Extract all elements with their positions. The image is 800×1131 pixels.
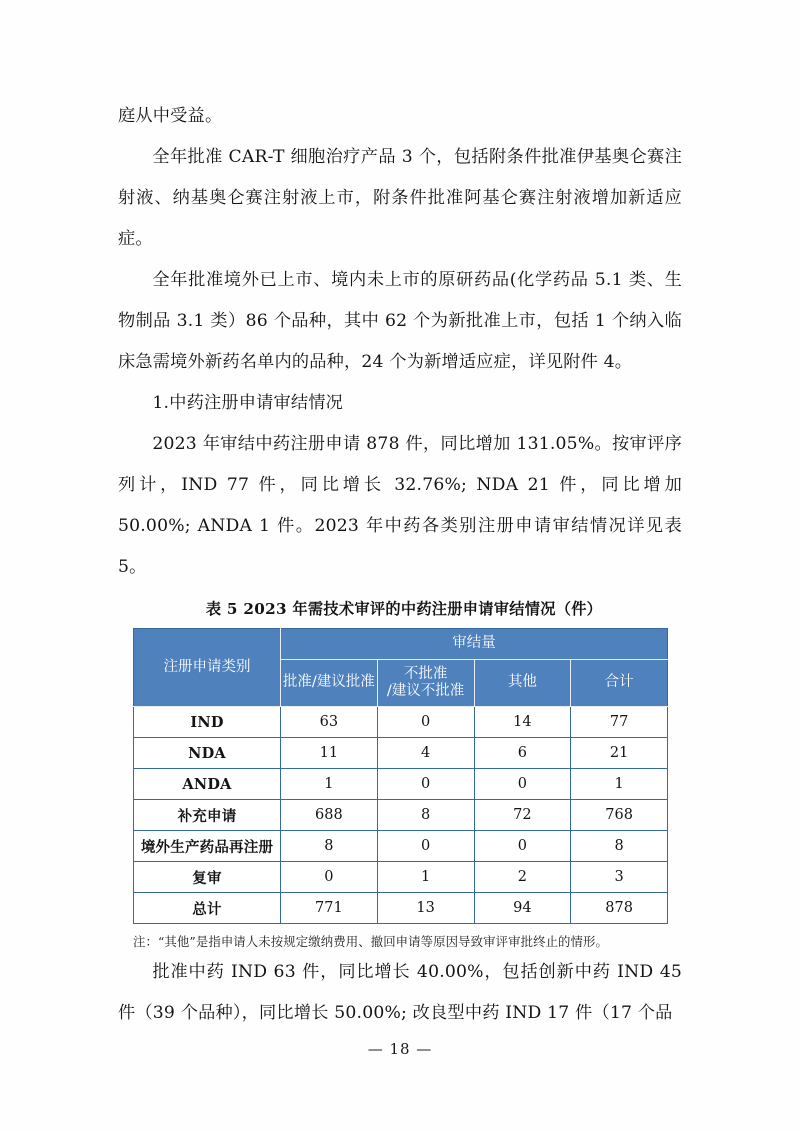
page-number: — 18 —	[367, 1040, 433, 1058]
cell-not-approved: 1	[377, 862, 474, 893]
header-col-other: 其他	[474, 660, 571, 707]
paragraph-1: 庭从中受益。	[118, 106, 223, 126]
cell-approved: 771	[281, 893, 378, 924]
registration-applications-table	[133, 628, 668, 924]
cell-other: 72	[474, 800, 571, 831]
cell-other: 0	[474, 769, 571, 800]
row-label: 补充申请	[134, 800, 281, 831]
paragraph-5: 2023 年审结中药注册申请 878 件，同比增加 131.05%。按审评序列计，IND 77 件，同比增长 32.76%; NDA 21 件，同比增加 50.00%; ANDA 1 件。2023 年中药各类别注册申请审结情况详见表 5。	[118, 434, 682, 577]
table-caption: 表 5 2023 年需技术审评的中药注册申请审结情况（件）	[205, 600, 603, 618]
header-group-total: 审结量	[281, 629, 668, 660]
paragraph-heading-1: 1.中药注册申请审结情况	[152, 393, 344, 413]
header-col-not-approved-line1: 不批准	[403, 665, 448, 682]
table-note: 注：“其他”是指申请人未按规定缴纳费用、撤回申请等原因导致审评审批终止的情形。	[133, 934, 609, 949]
cell-not-approved: 0	[377, 707, 474, 738]
cell-approved: 0	[281, 862, 378, 893]
cell-total: 21	[571, 738, 668, 769]
table-row	[134, 769, 668, 800]
cell-approved: 688	[281, 800, 378, 831]
table-row-total	[134, 893, 668, 924]
table-container	[133, 628, 668, 924]
row-label: 境外生产药品再注册	[134, 831, 281, 862]
cell-other: 6	[474, 738, 571, 769]
header-category: 注册申请类别	[134, 629, 281, 707]
cell-total: 878	[571, 893, 668, 924]
cell-not-approved: 8	[377, 800, 474, 831]
paragraph-3: 全年批准境外已上市、境内未上市的原研药品(化学药品 5.1 类、生物制品 3.1 类）86 个品种，其中 62 个为新批准上市，包括 1 个纳入临床急需境外新药名单内的品种，24 个为新增适应症，详见附件 4。	[118, 270, 682, 372]
table-body	[134, 707, 668, 924]
cell-other: 2	[474, 862, 571, 893]
cell-approved: 1	[281, 769, 378, 800]
row-label: ANDA	[134, 769, 281, 800]
row-label: 复审	[134, 862, 281, 893]
header-col-not-approved	[377, 660, 474, 707]
header-col-not-approved-line2: /建议不批准	[386, 683, 465, 699]
row-label: IND	[134, 707, 281, 738]
cell-not-approved: 0	[377, 769, 474, 800]
table-row	[134, 862, 668, 893]
table-row	[134, 831, 668, 862]
cell-not-approved: 0	[377, 831, 474, 862]
cell-other: 0	[474, 831, 571, 862]
table-header	[134, 629, 668, 707]
table-row	[134, 800, 668, 831]
cell-total: 77	[571, 707, 668, 738]
cell-approved: 63	[281, 707, 378, 738]
header-col-approved: 批准/建议批准	[281, 660, 378, 707]
page-content	[118, 96, 682, 1034]
cell-total: 3	[571, 862, 668, 893]
table-header-row-1	[134, 629, 668, 660]
cell-approved: 8	[281, 831, 378, 862]
cell-other: 14	[474, 707, 571, 738]
cell-other: 94	[474, 893, 571, 924]
paragraph-6: 批准中药 IND 63 件，同比增长 40.00%，包括创新中药 IND 45 件（39 个品种），同比增长 50.00%; 改良型中药 IND 17 件（17 个品	[118, 961, 682, 1023]
cell-not-approved: 13	[377, 893, 474, 924]
row-label: 总计	[134, 893, 281, 924]
cell-total: 768	[571, 800, 668, 831]
table-row	[134, 707, 668, 738]
cell-total: 1	[571, 769, 668, 800]
paragraph-2: 全年批准 CAR-T 细胞治疗产品 3 个，包括附条件批准伊基奥仑赛注射液、纳基奥仑赛注射液上市，附条件批准阿基仑赛注射液增加新适应症。	[118, 147, 682, 249]
cell-total: 8	[571, 831, 668, 862]
cell-approved: 11	[281, 738, 378, 769]
row-label: NDA	[134, 738, 281, 769]
cell-not-approved: 4	[377, 738, 474, 769]
header-col-total: 合计	[571, 660, 668, 707]
table-row	[134, 738, 668, 769]
